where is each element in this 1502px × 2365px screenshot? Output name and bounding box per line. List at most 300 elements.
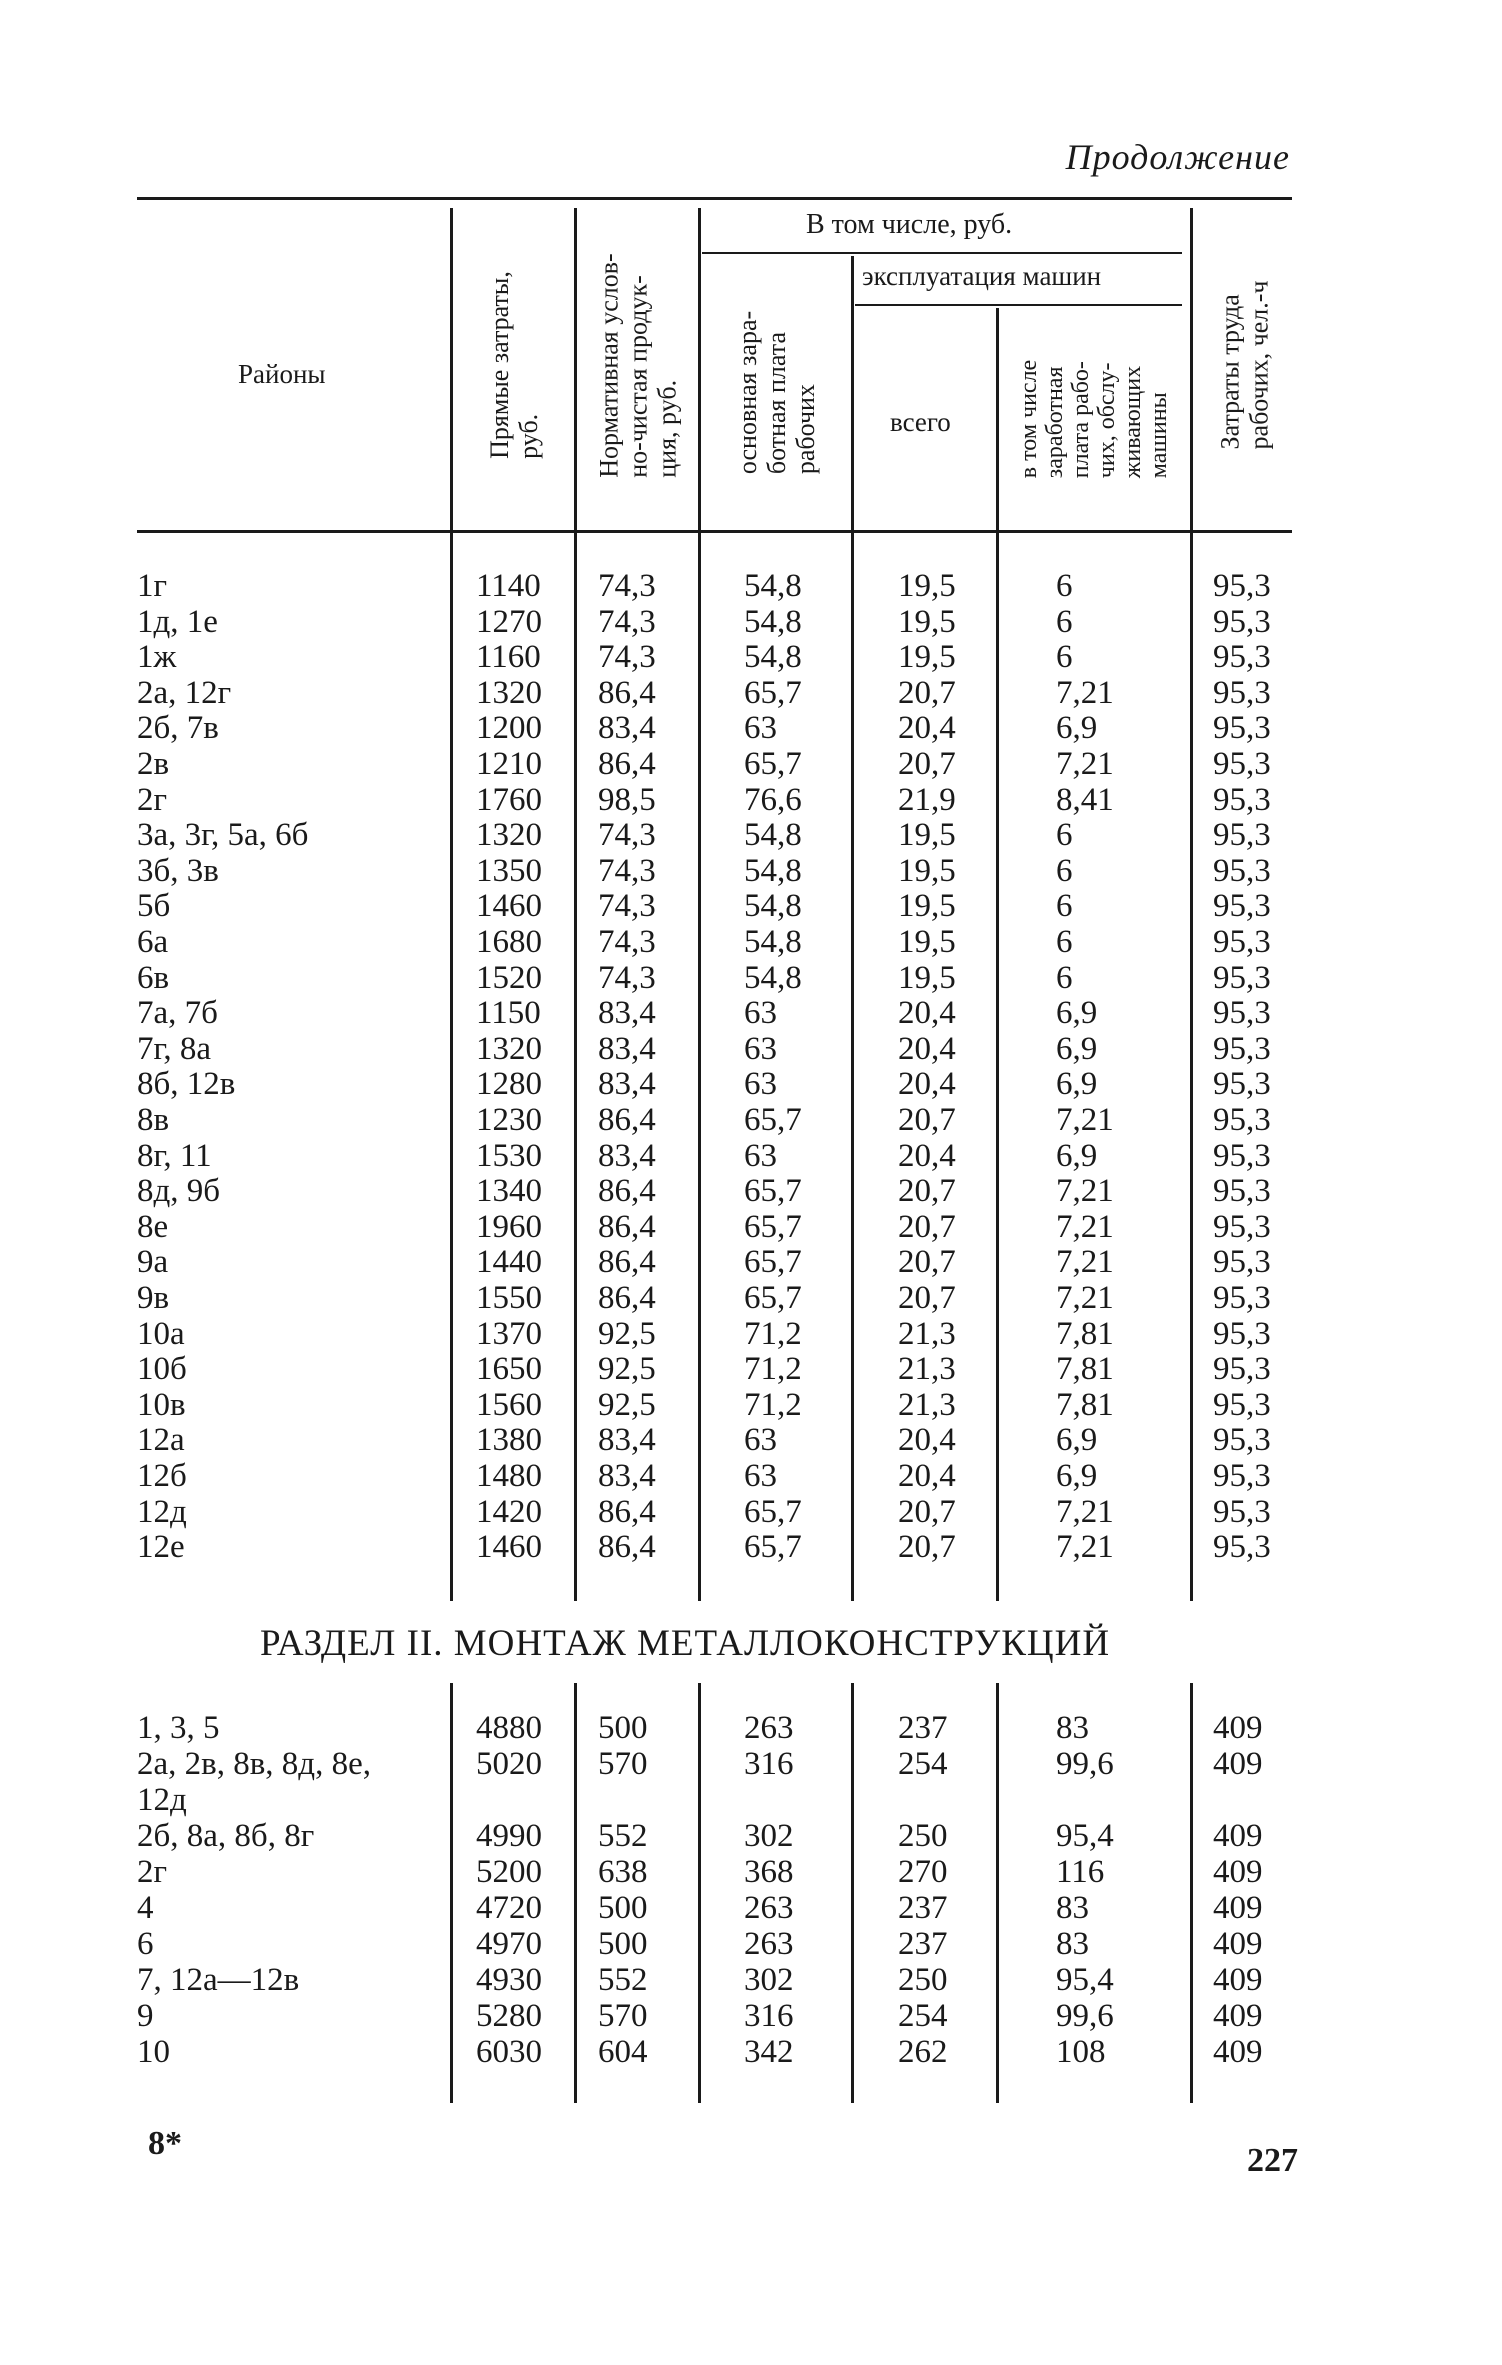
machine-wage-value: 6,9 — [1056, 1422, 1098, 1459]
direct-costs-value: 1520 — [476, 959, 542, 996]
machine-total-value: 19,5 — [898, 568, 956, 604]
labor-value: 95,3 — [1213, 1030, 1271, 1067]
machine-total-value: 262 — [898, 2034, 948, 2070]
machine-wage-value: 7,21 — [1056, 1493, 1114, 1530]
region-name: 1, 3, 5 — [137, 1710, 220, 1746]
table-row — [0, 1244, 1502, 1280]
table-row — [0, 746, 1502, 782]
machine-total-value: 20,7 — [898, 674, 956, 711]
normative-value: 74,3 — [598, 568, 656, 604]
normative-value: 74,3 — [598, 888, 656, 925]
direct-costs-value: 1480 — [476, 1458, 542, 1494]
labor-value: 95,3 — [1213, 1208, 1271, 1245]
direct-costs-value: 5280 — [476, 1998, 542, 2034]
normative-value: 86,4 — [598, 746, 656, 782]
table-row — [0, 1746, 1502, 1782]
machine-wage-value: 6,9 — [1056, 1458, 1098, 1494]
machine-total-value: 19,5 — [898, 959, 956, 996]
direct-costs-value: 1320 — [476, 1030, 542, 1067]
labor-value: 95,3 — [1213, 639, 1271, 676]
base-wage-value: 263 — [744, 1926, 794, 1962]
normative-value: 570 — [598, 1746, 648, 1782]
normative-value: 86,4 — [598, 1493, 656, 1530]
table-row — [0, 1854, 1502, 1890]
signature-mark: 8* — [148, 2125, 182, 2162]
labor-value: 409 — [1213, 1818, 1263, 1854]
labor-value: 95,3 — [1213, 924, 1271, 960]
machine-total-value: 237 — [898, 1926, 948, 1962]
normative-value: 74,3 — [598, 603, 656, 640]
machine-total-value: 20,4 — [898, 1458, 956, 1494]
labor-value: 409 — [1213, 1962, 1263, 1998]
labor-value: 95,3 — [1213, 1529, 1271, 1566]
base-wage-value: 71,2 — [744, 1386, 802, 1423]
region-name: 10 — [137, 2034, 170, 2070]
normative-value: 500 — [598, 1890, 648, 1926]
header-base-wage: основная зара- ботная плата рабочих — [733, 310, 821, 474]
machine-wage-value: 8,41 — [1056, 781, 1114, 818]
direct-costs-value: 1280 — [476, 1066, 542, 1103]
normative-value: 98,5 — [598, 781, 656, 818]
region-name: 5б — [137, 888, 171, 925]
region-name: 9а — [137, 1244, 169, 1281]
normative-value: 638 — [598, 1854, 648, 1890]
table-row — [0, 1494, 1502, 1530]
labor-value: 95,3 — [1213, 1102, 1271, 1138]
machine-total-value: 21,3 — [898, 1351, 956, 1388]
normative-value: 570 — [598, 1998, 648, 2034]
region-name: 2г — [137, 781, 168, 818]
machine-total-value: 19,5 — [898, 603, 956, 640]
machine-wage-value: 99,6 — [1056, 1998, 1114, 2034]
normative-value: 86,4 — [598, 674, 656, 711]
region-name: 4 — [137, 1890, 154, 1926]
machine-total-value: 20,7 — [898, 1493, 956, 1530]
machine-wage-value: 6,9 — [1056, 710, 1098, 747]
header-including: В том числе, руб. — [806, 209, 1013, 240]
labor-value: 95,3 — [1213, 746, 1271, 782]
region-name: 2а, 12г — [137, 674, 232, 711]
machine-total-value: 20,4 — [898, 1066, 956, 1103]
machine-wage-value: 116 — [1056, 1854, 1105, 1890]
machine-total-value: 19,5 — [898, 817, 956, 854]
normative-value: 83,4 — [598, 710, 656, 747]
region-name: 8г, 11 — [137, 1137, 212, 1174]
base-wage-value: 65,7 — [744, 746, 802, 782]
machine-wage-value: 6 — [1056, 888, 1073, 925]
header-machine-wage: в том числе заработная плата рабо- чих, обслу- живающих машины — [1016, 359, 1172, 479]
base-wage-value: 54,8 — [744, 924, 802, 960]
machine-wage-value: 108 — [1056, 2034, 1106, 2070]
normative-value: 74,3 — [598, 959, 656, 996]
region-name: 8д, 9б — [137, 1173, 221, 1210]
machine-wage-value: 7,21 — [1056, 674, 1114, 711]
machine-wage-value: 6,9 — [1056, 1066, 1098, 1103]
base-wage-value: 65,7 — [744, 1280, 802, 1316]
table-row — [0, 1316, 1502, 1352]
region-name: 7г, 8а — [137, 1030, 211, 1067]
table-row — [0, 1458, 1502, 1494]
labor-value: 95,3 — [1213, 1351, 1271, 1388]
machine-wage-value: 7,21 — [1056, 1173, 1114, 1210]
table-row — [0, 960, 1502, 996]
direct-costs-value: 1440 — [476, 1244, 542, 1281]
direct-costs-value: 1380 — [476, 1422, 542, 1459]
table-row — [0, 710, 1502, 746]
labor-value: 409 — [1213, 1890, 1263, 1926]
direct-costs-value: 4880 — [476, 1710, 542, 1746]
region-name: 8е — [137, 1208, 169, 1245]
machine-total-value: 20,4 — [898, 995, 956, 1032]
labor-value: 95,3 — [1213, 674, 1271, 711]
normative-value: 83,4 — [598, 1066, 656, 1103]
region-name: 10б — [137, 1351, 187, 1388]
normative-value: 74,3 — [598, 924, 656, 960]
machine-wage-value: 6 — [1056, 959, 1073, 996]
region-name: 2в — [137, 746, 170, 782]
normative-value: 86,4 — [598, 1173, 656, 1210]
direct-costs-value: 4930 — [476, 1962, 542, 1998]
normative-value: 86,4 — [598, 1244, 656, 1281]
region-name: 6в — [137, 959, 170, 996]
labor-value: 95,3 — [1213, 1386, 1271, 1423]
table-row — [0, 1031, 1502, 1067]
machine-total-value: 21,9 — [898, 781, 956, 818]
normative-value: 86,4 — [598, 1529, 656, 1566]
direct-costs-value: 4720 — [476, 1890, 542, 1926]
machine-wage-value: 7,81 — [1056, 1386, 1114, 1423]
region-name: 9 — [137, 1998, 154, 2034]
base-wage-value: 54,8 — [744, 852, 802, 889]
table-row — [0, 1173, 1502, 1209]
machine-total-value: 20,7 — [898, 1244, 956, 1281]
machine-wage-value: 7,81 — [1056, 1351, 1114, 1388]
base-wage-value: 368 — [744, 1854, 794, 1890]
normative-value: 552 — [598, 1962, 648, 1998]
labor-value: 95,3 — [1213, 1137, 1271, 1174]
base-wage-value: 65,7 — [744, 1244, 802, 1281]
labor-value: 409 — [1213, 1926, 1263, 1962]
machine-total-value: 237 — [898, 1890, 948, 1926]
machine-total-value: 20,4 — [898, 1137, 956, 1174]
table-top-rule — [137, 197, 1292, 200]
table-row — [0, 1422, 1502, 1458]
machine-wage-value: 6 — [1056, 639, 1073, 676]
header-machine-ops: эксплуатация машин — [862, 261, 1102, 291]
machine-wage-value: 83 — [1056, 1890, 1089, 1926]
base-wage-value: 54,8 — [744, 888, 802, 925]
table-row — [0, 1890, 1502, 1926]
machine-total-value: 19,5 — [898, 924, 956, 960]
including-rule — [702, 252, 1182, 254]
machine-wage-value: 6 — [1056, 924, 1073, 960]
section2-title: РАЗДЕЛ II. МОНТАЖ МЕТАЛЛОКОНСТРУКЦИЙ — [260, 1623, 1111, 1664]
table-row — [0, 1280, 1502, 1316]
normative-value: 604 — [598, 2034, 648, 2070]
direct-costs-value: 1650 — [476, 1351, 542, 1388]
machine-total-value: 20,7 — [898, 1208, 956, 1245]
labor-value: 95,3 — [1213, 852, 1271, 889]
normative-value: 86,4 — [598, 1208, 656, 1245]
table-row — [0, 1351, 1502, 1387]
region-name: 6 — [137, 1926, 154, 1962]
direct-costs-value: 1350 — [476, 852, 542, 889]
table-row — [0, 1710, 1502, 1746]
table-row — [0, 604, 1502, 640]
machine-wage-value: 83 — [1056, 1710, 1089, 1746]
table-row — [0, 1962, 1502, 1998]
base-wage-value: 54,8 — [744, 959, 802, 996]
region-name: 6а — [137, 924, 169, 960]
machine-total-value: 20,7 — [898, 1280, 956, 1316]
base-wage-value: 342 — [744, 2034, 794, 2070]
base-wage-value: 54,8 — [744, 639, 802, 676]
normative-value: 500 — [598, 1710, 648, 1746]
normative-value: 74,3 — [598, 852, 656, 889]
table-row — [0, 817, 1502, 853]
labor-value: 95,3 — [1213, 1422, 1271, 1459]
normative-value: 83,4 — [598, 1137, 656, 1174]
labor-value: 95,3 — [1213, 781, 1271, 818]
base-wage-value: 76,6 — [744, 781, 802, 818]
base-wage-value: 65,7 — [744, 1208, 802, 1245]
region-name: 12д — [137, 1782, 187, 1818]
normative-value: 86,4 — [598, 1280, 656, 1316]
labor-value: 95,3 — [1213, 568, 1271, 604]
machine-total-value: 20,4 — [898, 1030, 956, 1067]
machine-total-value: 237 — [898, 1710, 948, 1746]
base-wage-value: 71,2 — [744, 1315, 802, 1352]
machine-total-value: 250 — [898, 1962, 948, 1998]
table-row — [0, 1102, 1502, 1138]
direct-costs-value: 1210 — [476, 746, 542, 782]
base-wage-value: 63 — [744, 995, 777, 1032]
machine-total-value: 20,7 — [898, 1173, 956, 1210]
region-name: 7, 12а—12в — [137, 1962, 300, 1998]
region-name: 12е — [137, 1529, 185, 1566]
labor-value: 95,3 — [1213, 995, 1271, 1032]
machine-total-value: 20,4 — [898, 1422, 956, 1459]
direct-costs-value: 1550 — [476, 1280, 542, 1316]
table-row — [0, 1998, 1502, 2034]
normative-value: 92,5 — [598, 1351, 656, 1388]
base-wage-value: 54,8 — [744, 603, 802, 640]
labor-value: 409 — [1213, 1710, 1263, 1746]
region-name: 7а, 7б — [137, 995, 218, 1032]
machine-wage-value: 95,4 — [1056, 1962, 1114, 1998]
labor-value: 95,3 — [1213, 1244, 1271, 1281]
machine-wage-value: 7,21 — [1056, 1280, 1114, 1316]
table-row — [0, 1818, 1502, 1854]
machine-wage-value: 6 — [1056, 817, 1073, 854]
machine-total-value: 20,4 — [898, 710, 956, 747]
direct-costs-value: 1150 — [476, 995, 541, 1032]
base-wage-value: 63 — [744, 1458, 777, 1494]
base-wage-value: 65,7 — [744, 1173, 802, 1210]
machine-total-value: 250 — [898, 1818, 948, 1854]
direct-costs-value: 5020 — [476, 1746, 542, 1782]
region-name: 2б, 8а, 8б, 8г — [137, 1818, 315, 1854]
machine-total-value: 20,7 — [898, 746, 956, 782]
labor-value: 409 — [1213, 1746, 1263, 1782]
labor-value: 95,3 — [1213, 1315, 1271, 1352]
direct-costs-value: 1340 — [476, 1173, 542, 1210]
machine-wage-value: 6 — [1056, 603, 1073, 640]
table-row — [0, 1066, 1502, 1102]
direct-costs-value: 1370 — [476, 1315, 542, 1352]
region-name: 1г — [137, 568, 168, 604]
base-wage-value: 263 — [744, 1890, 794, 1926]
base-wage-value: 63 — [744, 1422, 777, 1459]
machine-wage-value: 95,4 — [1056, 1818, 1114, 1854]
normative-value: 83,4 — [598, 1458, 656, 1494]
direct-costs-value: 1140 — [476, 568, 541, 604]
base-wage-value: 65,7 — [744, 1529, 802, 1566]
table-row — [0, 995, 1502, 1031]
region-name: 3б, 3в — [137, 852, 219, 889]
table-row — [0, 1138, 1502, 1174]
labor-value: 95,3 — [1213, 1458, 1271, 1494]
region-name: 8в — [137, 1102, 170, 1138]
labor-value: 95,3 — [1213, 710, 1271, 747]
base-wage-value: 316 — [744, 1746, 794, 1782]
machine-total-value: 20,7 — [898, 1102, 956, 1138]
base-wage-value: 54,8 — [744, 817, 802, 854]
table-row — [0, 1529, 1502, 1565]
table-row — [0, 1387, 1502, 1423]
labor-value: 95,3 — [1213, 1280, 1271, 1316]
base-wage-value: 63 — [744, 1030, 777, 1067]
region-name: 9в — [137, 1280, 170, 1316]
labor-value: 95,3 — [1213, 1066, 1271, 1103]
table-row — [0, 853, 1502, 889]
region-name: 12б — [137, 1458, 187, 1494]
region-name: 10а — [137, 1315, 185, 1352]
normative-value: 83,4 — [598, 995, 656, 1032]
machine-wage-value: 7,21 — [1056, 1102, 1114, 1138]
machine-wage-value: 7,21 — [1056, 1244, 1114, 1281]
direct-costs-value: 1200 — [476, 710, 542, 747]
machine-total-value: 19,5 — [898, 852, 956, 889]
labor-value: 95,3 — [1213, 817, 1271, 854]
region-name: 10в — [137, 1386, 186, 1423]
table-row — [0, 2034, 1502, 2070]
labor-value: 409 — [1213, 1998, 1263, 2034]
machine-total-value: 20,7 — [898, 1529, 956, 1566]
normative-value: 83,4 — [598, 1030, 656, 1067]
base-wage-value: 65,7 — [744, 674, 802, 711]
machine-wage-value: 6,9 — [1056, 1137, 1098, 1174]
base-wage-value: 263 — [744, 1710, 794, 1746]
machine-total-value: 19,5 — [898, 639, 956, 676]
table-row — [0, 1782, 1502, 1818]
normative-value: 552 — [598, 1818, 648, 1854]
labor-value: 95,3 — [1213, 603, 1271, 640]
base-wage-value: 63 — [744, 710, 777, 747]
machine-total-value: 254 — [898, 1746, 948, 1782]
table-row — [0, 1926, 1502, 1962]
machine-total-value: 270 — [898, 1854, 948, 1890]
table-row — [0, 639, 1502, 675]
table-row — [0, 888, 1502, 924]
normative-value: 74,3 — [598, 817, 656, 854]
direct-costs-value: 1460 — [476, 888, 542, 925]
direct-costs-value: 1680 — [476, 924, 542, 960]
base-wage-value: 316 — [744, 1998, 794, 2034]
header-regions: Районы — [238, 359, 326, 389]
direct-costs-value: 1270 — [476, 603, 542, 640]
direct-costs-value: 1230 — [476, 1102, 542, 1138]
normative-value: 83,4 — [598, 1422, 656, 1459]
direct-costs-value: 1960 — [476, 1208, 542, 1245]
machine-wage-value: 6,9 — [1056, 995, 1098, 1032]
machine-wage-value: 7,21 — [1056, 746, 1114, 782]
direct-costs-value: 1760 — [476, 781, 542, 818]
normative-value: 92,5 — [598, 1315, 656, 1352]
machine-wage-value: 99,6 — [1056, 1746, 1114, 1782]
table-row — [0, 568, 1502, 604]
table-row — [0, 924, 1502, 960]
labor-value: 95,3 — [1213, 1173, 1271, 1210]
direct-costs-value: 5200 — [476, 1854, 542, 1890]
labor-value: 95,3 — [1213, 959, 1271, 996]
table-row — [0, 675, 1502, 711]
base-wage-value: 63 — [744, 1137, 777, 1174]
direct-costs-value: 1530 — [476, 1137, 542, 1174]
region-name: 8б, 12в — [137, 1066, 236, 1103]
region-name: 12а — [137, 1422, 185, 1459]
machine-total-value: 19,5 — [898, 888, 956, 925]
base-wage-value: 302 — [744, 1962, 794, 1998]
region-name: 3а, 3г, 5а, 6б — [137, 817, 309, 854]
direct-costs-value: 1460 — [476, 1529, 542, 1566]
machine-total-value: 254 — [898, 1998, 948, 2034]
normative-value: 500 — [598, 1926, 648, 1962]
direct-costs-value: 1160 — [476, 639, 541, 676]
header-labor: Затраты труда рабочих, чел.-ч — [1215, 280, 1274, 450]
page-number: 227 — [1247, 2142, 1298, 2179]
direct-costs-value: 4990 — [476, 1818, 542, 1854]
header-bottom-rule — [137, 530, 1292, 533]
machine-wage-value: 6 — [1056, 852, 1073, 889]
machine-wage-value: 6 — [1056, 568, 1073, 604]
normative-value: 92,5 — [598, 1386, 656, 1423]
machine-wage-value: 7,81 — [1056, 1315, 1114, 1352]
base-wage-value: 65,7 — [744, 1102, 802, 1138]
region-name: 12д — [137, 1493, 187, 1530]
labor-value: 409 — [1213, 2034, 1263, 2070]
machine-wage-value: 7,21 — [1056, 1208, 1114, 1245]
base-wage-value: 54,8 — [744, 568, 802, 604]
header-normative: Нормативная услов- но-чистая продук- ция, руб. — [594, 252, 682, 478]
normative-value: 74,3 — [598, 639, 656, 676]
machine-total-value: 21,3 — [898, 1315, 956, 1352]
header-direct-costs: Прямые затраты, руб. — [485, 271, 543, 459]
direct-costs-value: 6030 — [476, 2034, 542, 2070]
base-wage-value: 71,2 — [744, 1351, 802, 1388]
direct-costs-value: 4970 — [476, 1926, 542, 1962]
region-name: 2а, 2в, 8в, 8д, 8е, — [137, 1746, 371, 1782]
direct-costs-value: 1320 — [476, 817, 542, 854]
machine-wage-value: 83 — [1056, 1926, 1089, 1962]
machine-wage-value: 7,21 — [1056, 1529, 1114, 1566]
table-row — [0, 1209, 1502, 1245]
region-name: 2б, 7в — [137, 710, 219, 747]
base-wage-value: 65,7 — [744, 1493, 802, 1530]
normative-value: 86,4 — [598, 1102, 656, 1138]
base-wage-value: 63 — [744, 1066, 777, 1103]
machine-wage-value: 6,9 — [1056, 1030, 1098, 1067]
